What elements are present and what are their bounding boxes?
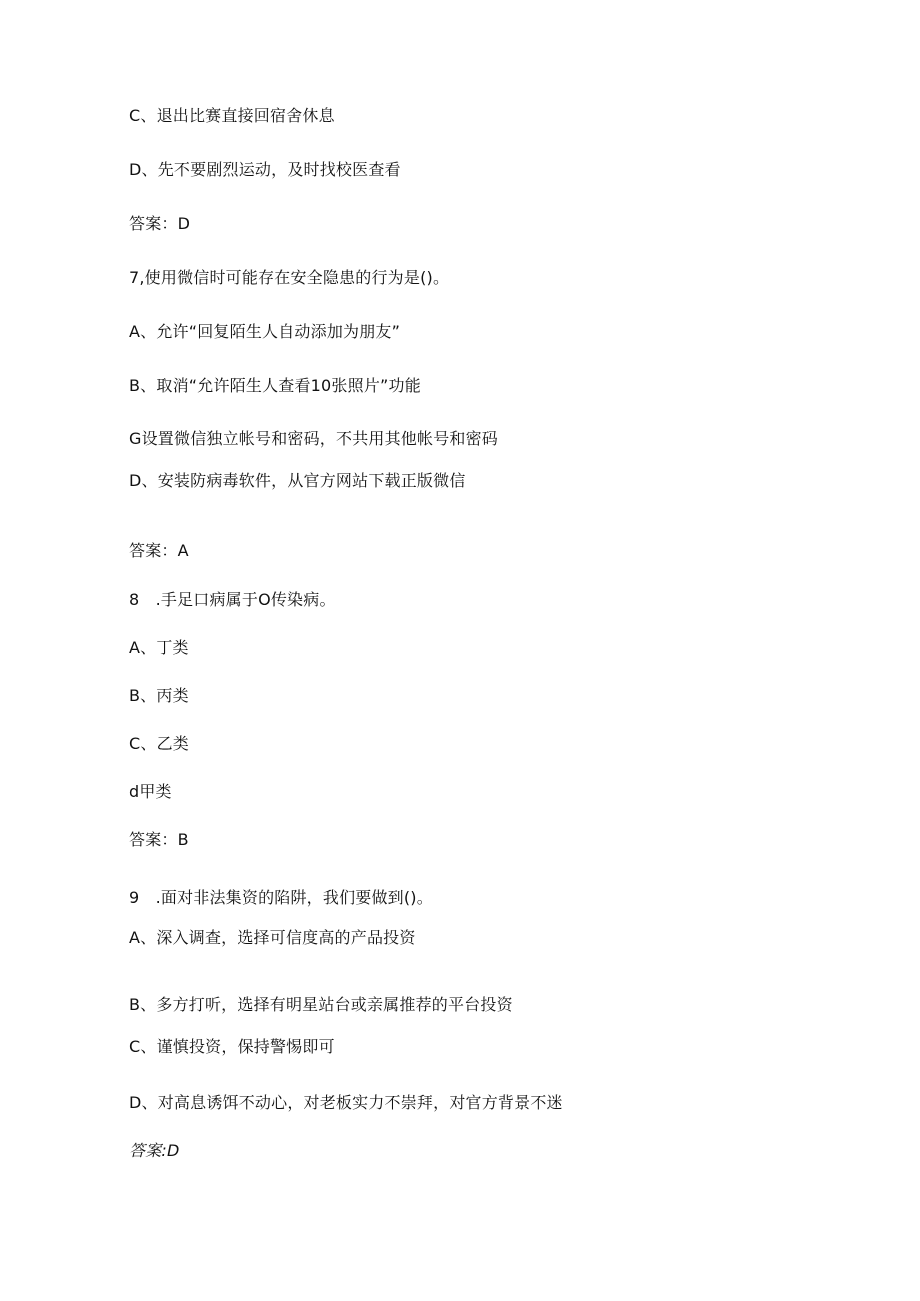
q7-option-d: D、安装防病毒软件，从官方网站下载正版微信 [129, 471, 466, 490]
q8-answer: 答案：B [129, 830, 189, 849]
q9-option-d: D、对高息诱饵不动心，对老板实力不崇拜，对官方背景不迷 [129, 1093, 563, 1112]
q8-option-a: A、丁类 [129, 638, 189, 657]
q7-question: 7,使用微信时可能存在安全隐患的行为是()。 [129, 268, 450, 287]
q9-question: 9 .面对非法集资的陷阱，我们要做到()。 [129, 888, 433, 907]
q9-answer: 答案:D [129, 1141, 180, 1160]
q7-option-a: A、允许“回复陌生人自动添加为朋友” [129, 322, 401, 341]
q8-question: 8 .手足口病属于O传染病。 [129, 590, 336, 609]
q9-option-a: A、深入调查，选择可信度高的产品投资 [129, 928, 416, 947]
q9-option-c: C、谨慎投资，保持警惕即可 [129, 1037, 335, 1056]
q7-option-c: G设置微信独立帐号和密码，不共用其他帐号和密码 [129, 429, 498, 448]
q6-answer: 答案：D [129, 214, 191, 233]
q6-option-d: D、先不要剧烈运动，及时找校医查看 [129, 160, 401, 179]
q8-option-c: C、乙类 [129, 734, 189, 753]
q7-answer: 答案：A [129, 541, 189, 560]
q8-option-d: d甲类 [129, 782, 172, 801]
q6-option-c: C、退出比赛直接回宿舍休息 [129, 106, 335, 125]
q7-option-b: B、取消“允许陌生人查看10张照片”功能 [129, 376, 421, 395]
q8-option-b: B、丙类 [129, 686, 189, 705]
q9-option-b: B、多方打听，选择有明星站台或亲属推荐的平台投资 [129, 995, 513, 1014]
